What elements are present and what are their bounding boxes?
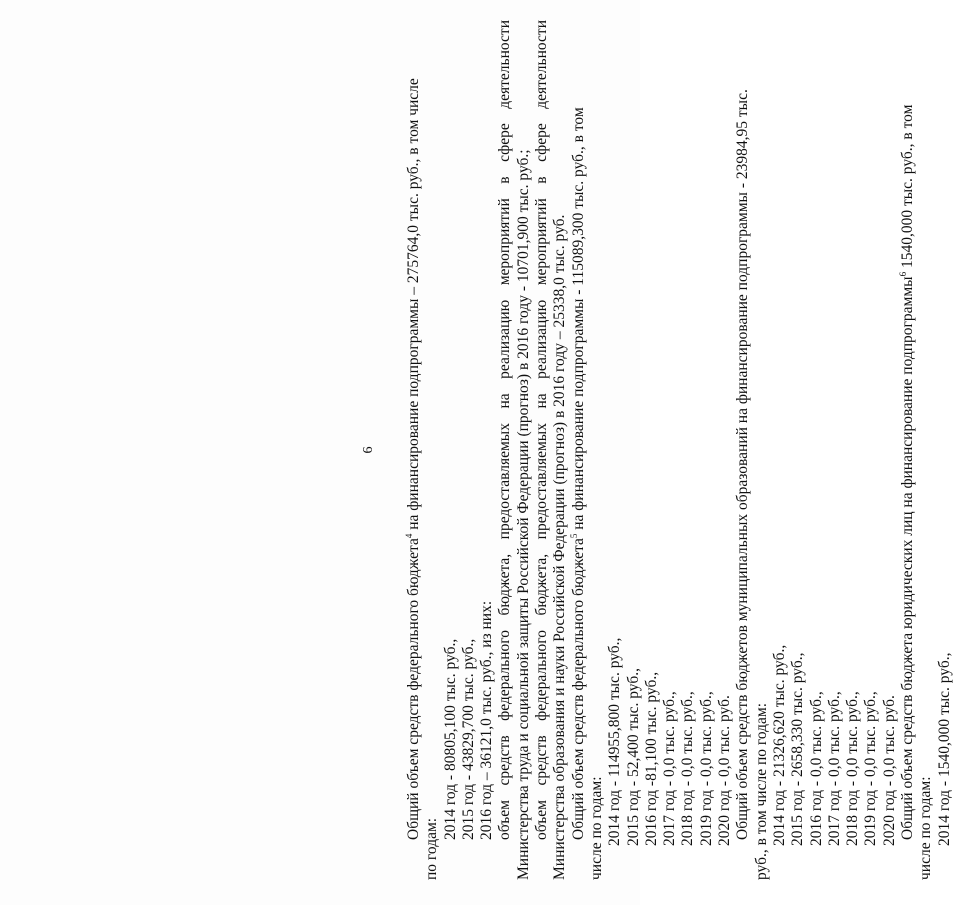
- year-line: 2014 год - 114955,800 тыс. руб.,: [606, 637, 624, 846]
- municipal-line1: Общий объем средств бюджетов муниципальных образований на финансирование подпрограммы - 23984,95 тыс.: [734, 89, 752, 840]
- year-line: 2015 год - 52,400 тыс. руб.,: [624, 668, 642, 846]
- federal-total-2-cont: числе по годам:: [587, 776, 605, 880]
- federal-total-text-cont: на финансирование подпрограммы – 275764,0 тыс. руб., в том числе: [405, 78, 422, 534]
- federal-total-text: Общий объем средств федерального бюджета: [405, 538, 422, 840]
- municipal-cont: руб., в том числе по годам:: [752, 702, 770, 880]
- federal-total-cont: по годам:: [423, 817, 441, 880]
- federal-total-line: [405, 20, 423, 880]
- year-line: 2019 год - 0,0 тыс. руб.,: [697, 691, 715, 846]
- year-line: 2015 год - 43829,700 тыс. руб.,: [459, 638, 477, 840]
- year-line: 2017 год - 0,0 тыс. руб.,: [661, 691, 679, 846]
- ministry-labor-line2: Министерства труда и социальной защиты Российской Федерации (прогноз) в 2016 году - 10701,900 тыс. руб.;: [514, 149, 532, 880]
- year-line: 2020 год - 0,0 тыс. руб.: [880, 695, 898, 846]
- ministry-education-line1: объем средств федерального бюджета, предоставляемых на реализацию мероприятий в сфере деятельности: [533, 20, 551, 840]
- year-line: 2017 год - 0,0 тыс. руб.,: [825, 691, 843, 846]
- year-line: 2014 год - 1540,000 тыс. руб.,: [935, 652, 953, 846]
- legal-entities-line: [899, 20, 917, 880]
- year-line: 2016 год - 0,0 тыс. руб.,: [807, 691, 825, 846]
- page-number: 6: [361, 446, 376, 454]
- document-body: [405, 20, 954, 880]
- year-line: 2020 год - 0,0 тыс. руб.: [716, 695, 734, 846]
- year-line: 2015 год - 2658,330 тыс. руб.,: [789, 652, 807, 846]
- year-line: 2014 год - 80805,100 тыс. руб.,: [441, 638, 459, 840]
- legal-entities-text: Общий объем средств бюджета юридических лиц на финансирование подпрограммы: [899, 276, 917, 840]
- ministry-labor-line1: объем средств федерального бюджета, предоставляемых на реализацию мероприятий в сфере деятельности: [496, 20, 514, 840]
- ministry-education-line2: Министерства образования и науки Российской Федерации (прогноз) в 2016 году – 25338,0 тыс. руб.: [551, 214, 569, 880]
- legal-entities-cont: числе по годам:: [917, 776, 935, 880]
- year-line: 2018 год - 0,0 тыс. руб.,: [844, 691, 862, 846]
- year-line: 2016 год -81,100 тыс. руб.,: [642, 671, 660, 846]
- footnote-mark: 5: [568, 533, 579, 539]
- footnote-mark: 6: [898, 271, 909, 277]
- federal-total-2-text-cont: на финансирование подпрограммы - 115089,300 тыс. руб., в том: [569, 107, 587, 534]
- federal-total-2-line: [570, 20, 588, 880]
- rotated-text-layer: [60, 20, 953, 880]
- federal-total-2-text: Общий объем средств федерального бюджета: [569, 538, 587, 840]
- year-line: 2016 год – 36121,0 тыс. руб., из них:: [478, 600, 496, 840]
- footnote-mark: 4: [404, 533, 414, 539]
- legal-entities-text-cont: 1540,000 тыс. руб., в том: [899, 104, 917, 272]
- year-line: 2019 год - 0,0 тыс. руб.,: [862, 691, 880, 846]
- year-line: 2014 год - 21326,620 тыс. руб.,: [770, 644, 788, 846]
- year-line: 2018 год - 0,0 тыс. руб.,: [679, 691, 697, 846]
